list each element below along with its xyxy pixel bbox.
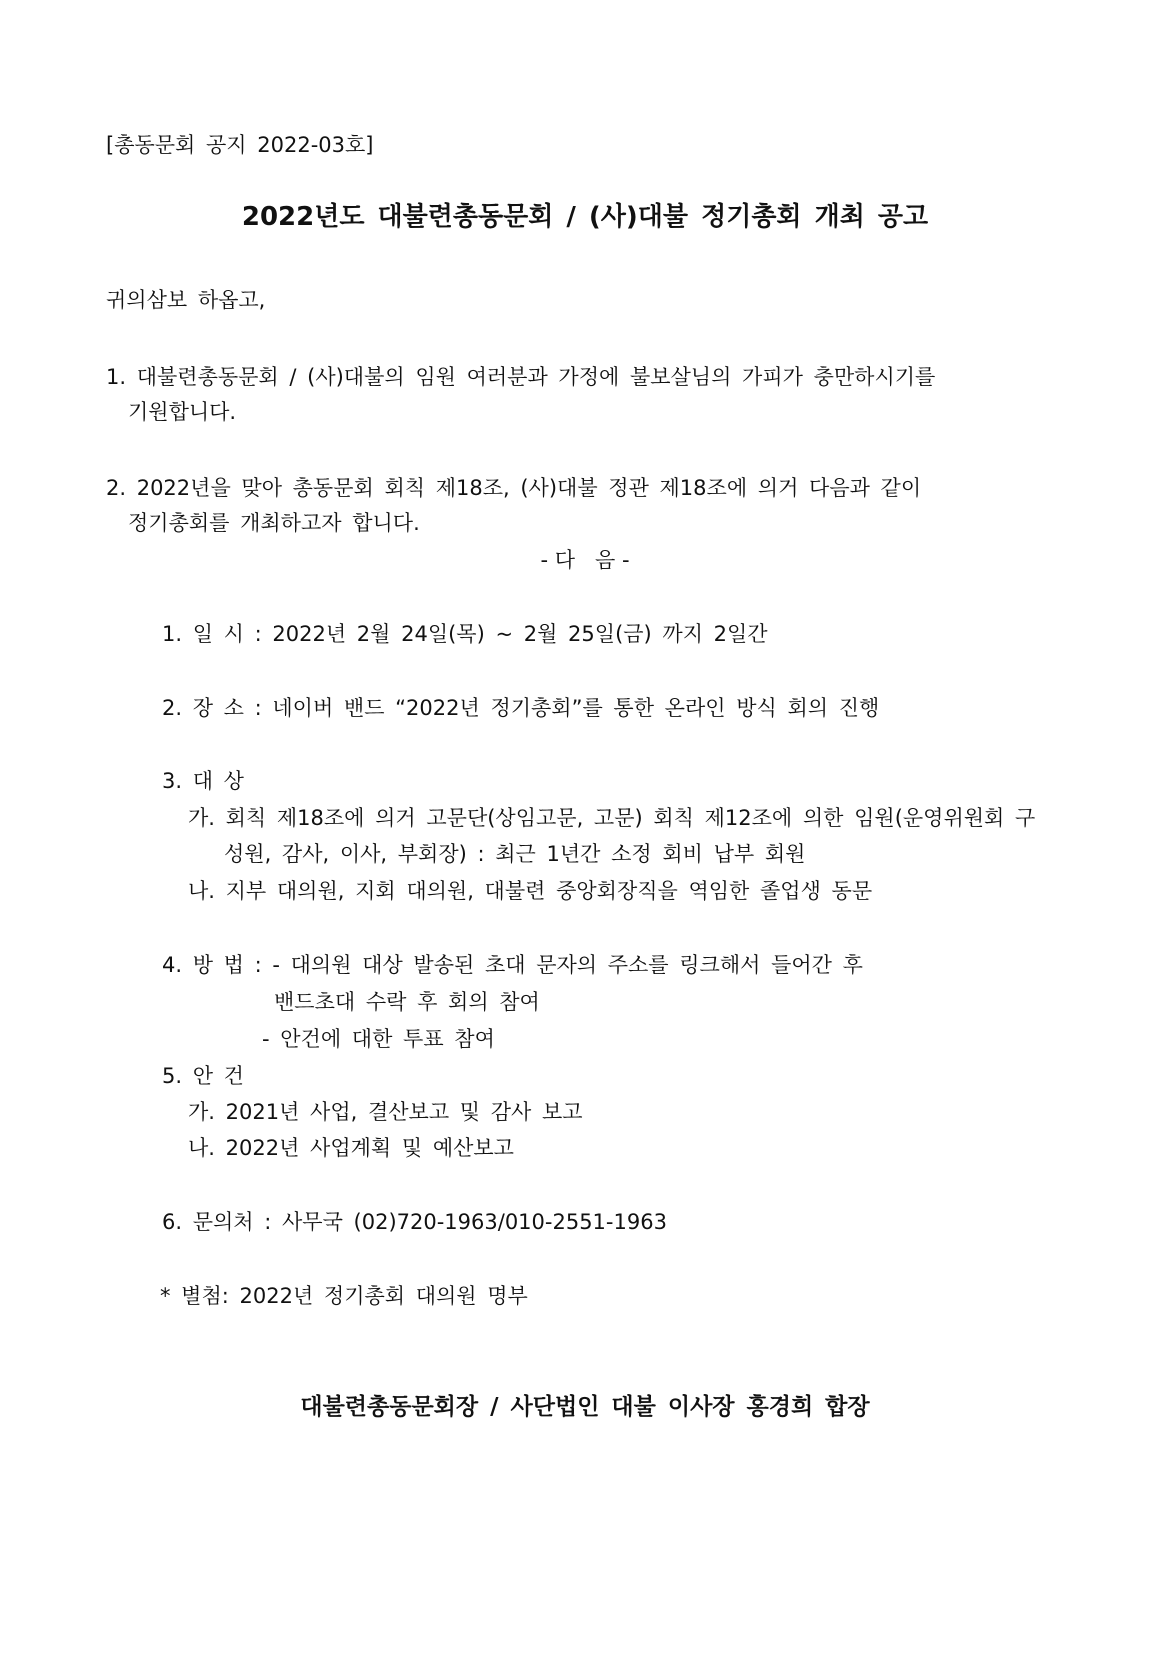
item-target-heading: 3. 대 상 bbox=[162, 769, 244, 793]
item-target-na: 나. 지부 대의원, 지회 대의원, 대불련 중앙회장직을 역임한 졸업생 동문 bbox=[188, 879, 873, 903]
item-agenda-na: 나. 2022년 사업계획 및 예산보고 bbox=[188, 1136, 514, 1160]
item-agenda-heading: 5. 안 건 bbox=[162, 1064, 244, 1088]
item-contact: 6. 문의처 : 사무국 (02)720-1963/010-2551-1963 bbox=[162, 1210, 667, 1234]
attachment-note: * 별첨: 2022년 정기총회 대의원 명부 bbox=[160, 1284, 528, 1308]
paragraph-2-line-2: 정기총회를 개최하고자 합니다. bbox=[128, 511, 420, 535]
item-method-line-1: 4. 방 법 : - 대의원 대상 발송된 초대 문자의 주소를 링크해서 들어간 후 bbox=[162, 953, 863, 977]
item-agenda-ga: 가. 2021년 사업, 결산보고 및 감사 보고 bbox=[188, 1100, 583, 1124]
item-place: 2. 장 소 : 네이버 밴드 “2022년 정기총회”를 통한 온라인 방식 회의 진행 bbox=[162, 696, 880, 720]
signature: 대불련총동문회장 / 사단법인 대불 이사장 홍경희 합장 bbox=[300, 1394, 870, 1420]
item-target-ga-line-2: 성원, 감사, 이사, 부회장) : 최근 1년간 소정 회비 납부 회원 bbox=[224, 842, 806, 866]
item-method-line-3: - 안건에 대한 투표 참여 bbox=[262, 1027, 495, 1051]
item-target-ga-line-1: 가. 회칙 제18조에 의거 고문단(상임고문, 고문) 회칙 제12조에 의한 임원(운영위원회 구 bbox=[188, 806, 1036, 830]
item-method-line-2: 밴드초대 수락 후 회의 참여 bbox=[274, 990, 540, 1014]
page-title: 2022년도 대불련총동문회 / (사)대불 정기총회 개최 공고 bbox=[241, 202, 929, 232]
paragraph-1-line-1: 1. 대불련총동문회 / (사)대불의 임원 여러분과 가정에 불보살님의 가피가 충만하시기를 bbox=[106, 365, 936, 389]
paragraph-1-line-2: 기원합니다. bbox=[128, 400, 237, 424]
item-schedule: 1. 일 시 : 2022년 2월 24일(목) ~ 2월 25일(금) 까지 2일간 bbox=[162, 622, 768, 646]
section-divider: - 다 음 - bbox=[540, 548, 630, 572]
greeting: 귀의삼보 하옵고, bbox=[106, 288, 266, 312]
notice-number: [총동문회 공지 2022-03호] bbox=[106, 133, 374, 157]
paragraph-2-line-1: 2. 2022년을 맞아 총동문회 회칙 제18조, (사)대불 정관 제18조에 의거 다음과 같이 bbox=[106, 476, 922, 500]
